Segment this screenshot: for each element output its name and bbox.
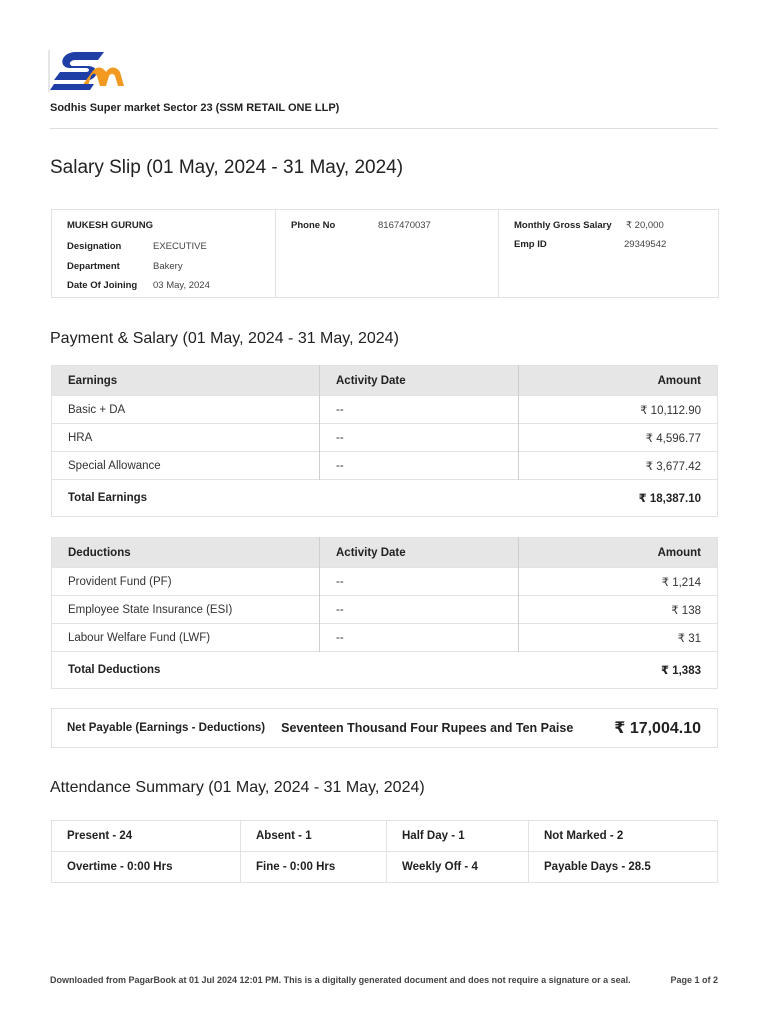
company-logo-icon [48,50,126,92]
empid-label: Emp ID [514,239,547,250]
earnings-table [51,365,718,517]
weekly-off-count: Weekly Off - 4 [387,852,529,883]
attendance-row [52,821,718,852]
total-earnings-label: Total Earnings [52,480,320,517]
payable-days-count: Payable Days - 28.5 [529,852,718,883]
earning-amount: ₹ 3,677.42 [519,452,718,480]
earning-date: -- [320,424,519,452]
not-marked-count: Not Marked - 2 [529,821,718,852]
deduction-name: Labour Welfare Fund (LWF) [52,624,320,652]
net-payable-label: Net Payable (Earnings - Deductions) [67,722,266,734]
page-title: Salary Slip (01 May, 2024 - 31 May, 2024) [50,157,404,178]
deduction-name: Provident Fund (PF) [52,568,320,596]
table-row [52,452,718,480]
table-row [52,396,718,424]
employee-column-1 [52,210,275,297]
table-row [52,596,718,624]
company-name: Sodhis Super market Sector 23 (SSM RETAIL ONE LLP) [50,102,340,114]
table-row [52,424,718,452]
total-deductions-label: Total Deductions [52,652,320,689]
table-row [52,568,718,596]
net-payable-box [51,708,718,748]
earning-name: Basic + DA [52,396,320,424]
deduction-date: -- [320,568,519,596]
earnings-total-row [52,480,718,517]
deduction-amount: ₹ 1,214 [519,568,718,596]
gross-value: ₹ 20,000 [626,220,664,231]
attendance-row [52,852,718,883]
footer-note: Downloaded from PagarBook at 01 Jul 2024 12:01 PM. This is a digitally generated document and does not require a signature or a seal. [50,975,631,985]
deduction-date: -- [320,624,519,652]
attendance-table [51,820,718,883]
earnings-header: Earnings [52,366,320,396]
designation-label: Designation [67,241,122,252]
fine-value: Fine - 0:00 Hrs [241,852,387,883]
page-number: Page 1 of 2 [670,975,718,985]
overtime-value: Overtime - 0:00 Hrs [52,852,241,883]
deductions-table [51,537,718,689]
deduction-name: Employee State Insurance (ESI) [52,596,320,624]
department-value: Bakery [153,261,183,272]
deduction-amount: ₹ 31 [519,624,718,652]
employee-column-3 [498,210,718,297]
table-row [52,624,718,652]
absent-count: Absent - 1 [241,821,387,852]
department-label: Department [67,261,120,272]
deductions-header-row [52,538,718,568]
employee-details [51,209,719,298]
designation-value: EXECUTIVE [153,241,207,252]
phone-value: 8167470037 [378,220,431,231]
amount-header: Amount [519,538,718,568]
earning-amount: ₹ 4,596.77 [519,424,718,452]
header-divider [50,128,718,129]
earning-amount: ₹ 10,112.90 [519,396,718,424]
net-payable-words: Seventeen Thousand Four Rupees and Ten Paise [281,721,574,735]
present-count: Present - 24 [52,821,241,852]
earning-name: Special Allowance [52,452,320,480]
half-day-count: Half Day - 1 [387,821,529,852]
empid-value: 29349542 [624,239,667,250]
earning-name: HRA [52,424,320,452]
earning-date: -- [320,396,519,424]
deduction-date: -- [320,596,519,624]
employee-column-2 [275,210,498,297]
payment-heading: Payment & Salary (01 May, 2024 - 31 May, 2024) [50,330,399,347]
doj-value: 03 May, 2024 [153,280,210,291]
attendance-heading: Attendance Summary (01 May, 2024 - 31 May, 2024) [50,779,425,796]
earning-date: -- [320,452,519,480]
amount-header: Amount [519,366,718,396]
employee-name: MUKESH GURUNG [67,220,154,231]
deduction-amount: ₹ 138 [519,596,718,624]
total-deductions-value: ₹ 1,383 [519,652,718,689]
gross-label: Monthly Gross Salary [514,220,612,231]
phone-label: Phone No [291,220,336,231]
earnings-header-row [52,366,718,396]
doj-label: Date Of Joining [67,280,138,291]
net-payable-amount: ₹ 17,004.10 [614,720,701,737]
activity-date-header: Activity Date [320,538,519,568]
deductions-header: Deductions [52,538,320,568]
total-earnings-value: ₹ 18,387.10 [519,480,718,517]
activity-date-header: Activity Date [320,366,519,396]
deductions-total-row [52,652,718,689]
